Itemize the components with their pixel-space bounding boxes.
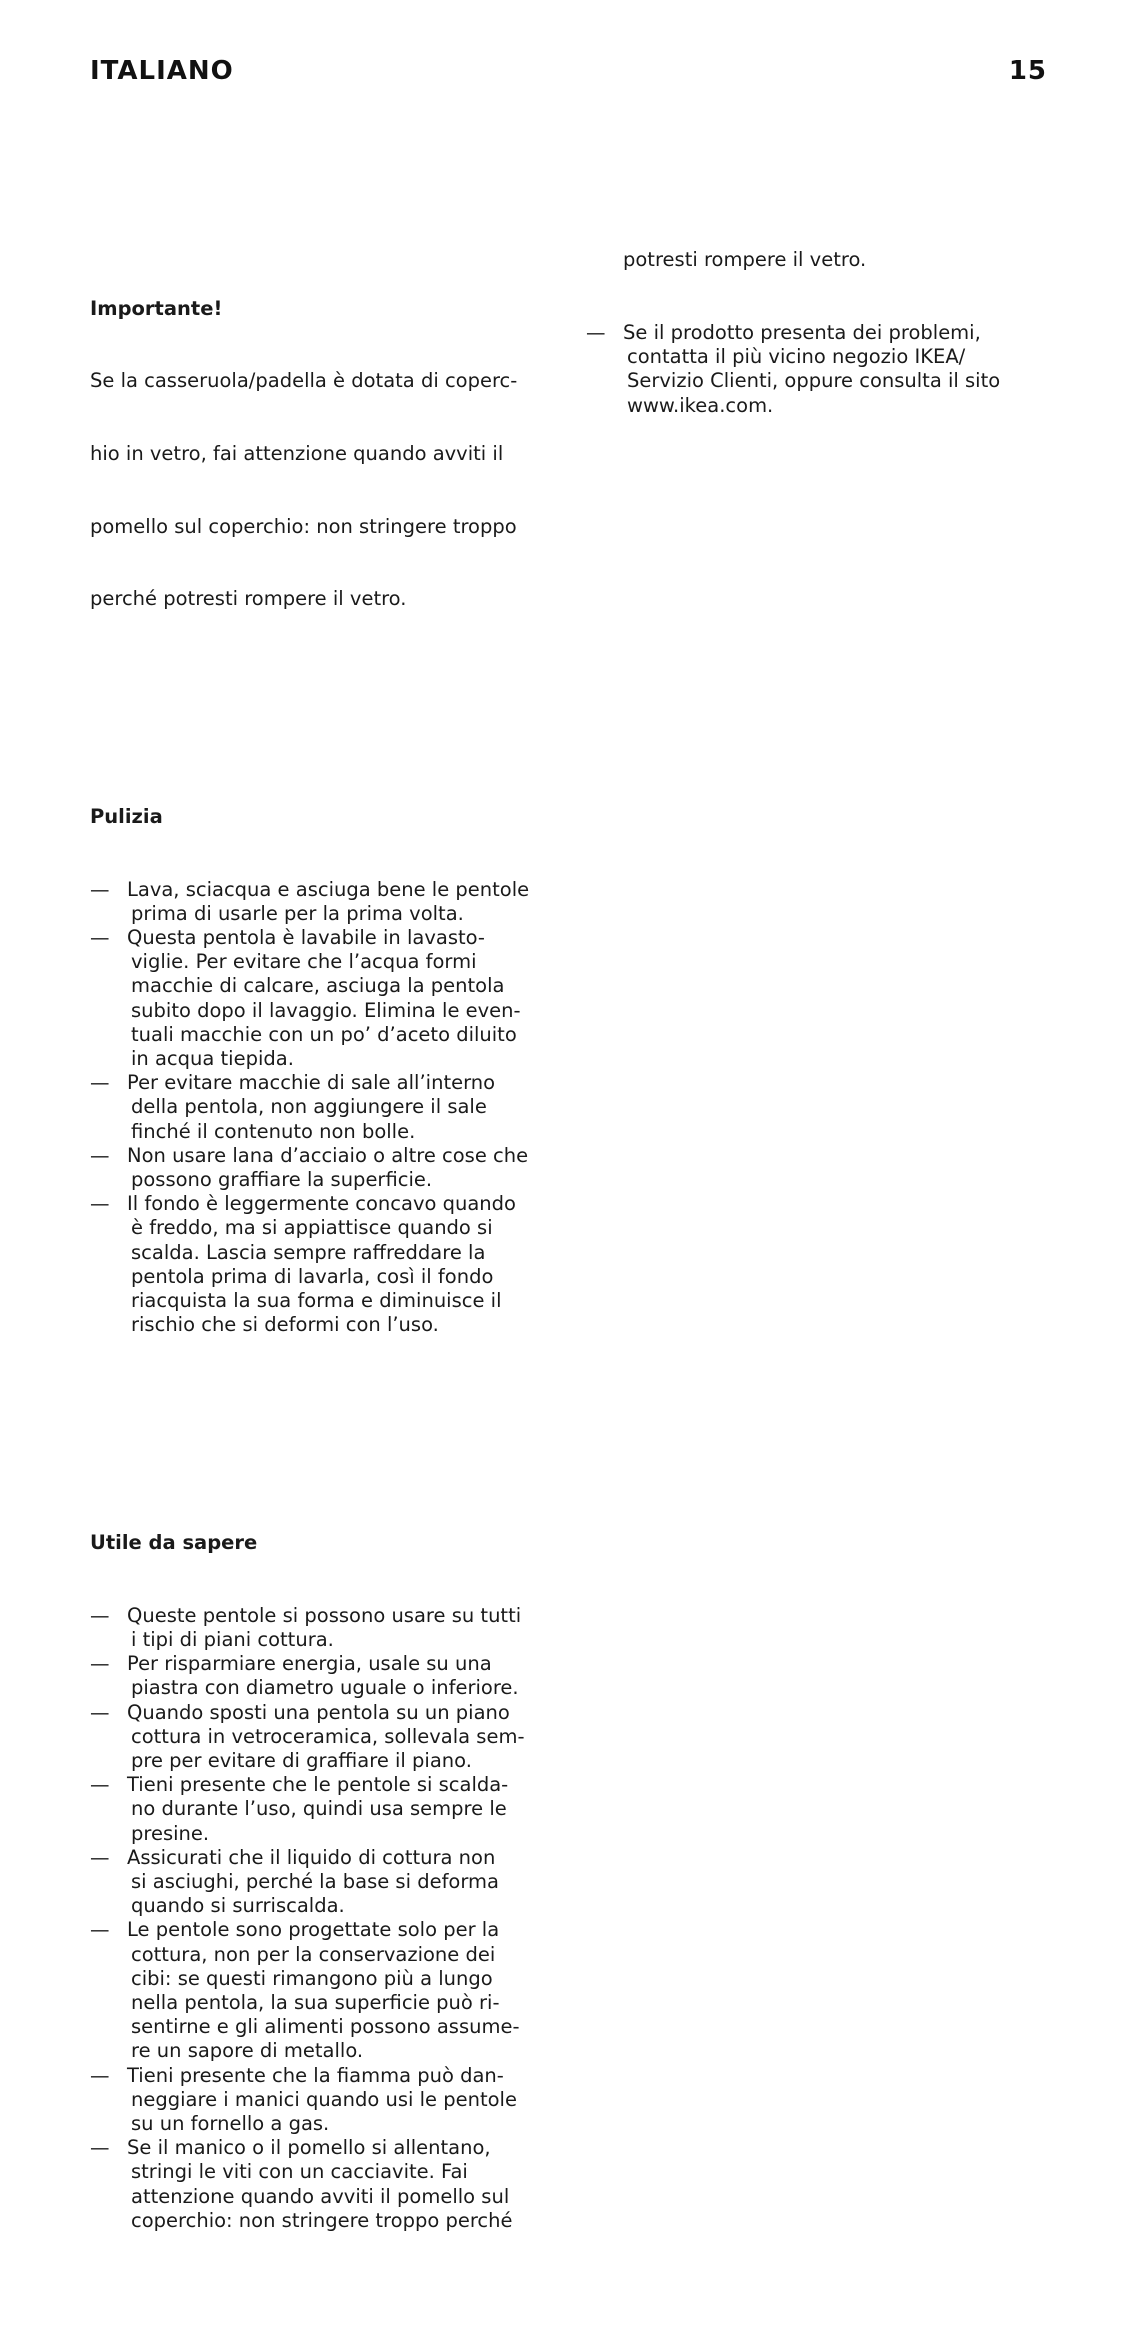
list-item-line: pentola prima di lavarla, così il fondo xyxy=(131,1264,494,1288)
list-item-line: della pentola, non aggiungere il sale xyxy=(131,1095,487,1119)
list-item-line: Servizio Clienti, oppure consulta il sito xyxy=(627,369,1001,393)
list-item-line: attenzione quando avviti il pomello sul xyxy=(131,2184,510,2208)
list-item xyxy=(90,1144,560,1192)
list-item-line: presine. xyxy=(131,1821,210,1845)
list-item-line: viglie. Per evitare che l’acqua formi xyxy=(131,950,477,974)
list-item-line: rischio che si deformi con l’uso. xyxy=(131,1313,439,1337)
list-item xyxy=(90,2064,560,2137)
list-item-line: tuali macchie con un po’ d’aceto diluito xyxy=(131,1022,517,1046)
list-item-line: piastra con diametro uguale o inferiore. xyxy=(131,1676,519,1700)
continuation-line: potresti rompere il vetro. xyxy=(623,248,867,272)
dash-bullet: — xyxy=(90,1652,110,1676)
list-item xyxy=(90,1773,560,1846)
pulizia-section xyxy=(90,757,560,1386)
dash-bullet: — xyxy=(90,1918,110,1942)
left-column xyxy=(90,200,560,2330)
list-item-line: cibi: se questi rimangono più a lungo xyxy=(131,1966,493,1990)
list-item-line: stringi le viti con un cacciavite. Fai xyxy=(131,2160,468,2184)
list-item xyxy=(90,1918,560,2063)
list-item-line: contatta il più vicino negozio IKEA/ xyxy=(627,345,966,369)
right-list xyxy=(586,321,1056,418)
list-item-line: nella pentola, la sua superficie può ri- xyxy=(131,1990,500,2014)
list-item-line: re un sapore di metallo. xyxy=(131,2039,364,2063)
list-item-line: Lava, sciacqua e asciuga bene le pentole xyxy=(127,877,530,901)
dash-bullet: — xyxy=(90,2136,110,2160)
list-item-line: coperchio: non stringere troppo perché xyxy=(131,2208,513,2232)
list-item-line: Questa pentola è lavabile in lavasto- xyxy=(127,926,485,950)
list-item-line: Non usare lana d’acciaio o altre cose che xyxy=(127,1143,529,1167)
dash-bullet: — xyxy=(90,1192,110,1216)
importante-line: hio in vetro, fai attenzione quando avviti il xyxy=(90,442,504,466)
utile-section xyxy=(90,1483,560,2282)
dash-bullet: — xyxy=(90,1143,110,1167)
importante-title: Importante! xyxy=(90,296,223,320)
list-item-line: prima di usarle per la prima volta. xyxy=(131,901,464,925)
dash-bullet: — xyxy=(90,1773,110,1797)
importante-line: perché potresti rompere il vetro. xyxy=(90,587,407,611)
page-number: 15 xyxy=(1008,56,1047,86)
list-item-line: cottura, non per la conservazione dei xyxy=(131,1942,496,1966)
list-item xyxy=(90,878,560,926)
list-item-line: Per evitare macchie di sale all’interno xyxy=(127,1071,496,1095)
list-item xyxy=(90,926,560,1071)
language-heading: ITALIANO xyxy=(90,56,234,86)
list-item-line: su un fornello a gas. xyxy=(131,2111,330,2135)
utile-title: Utile da sapere xyxy=(90,1531,258,1555)
list-item-line: Se il prodotto presenta dei problemi, xyxy=(623,321,981,345)
list-item xyxy=(90,1604,560,1652)
dash-bullet: — xyxy=(90,877,110,901)
list-item-line: Assicurati che il liquido di cottura non xyxy=(127,1845,496,1869)
pulizia-title: Pulizia xyxy=(90,805,163,828)
list-item-line: riacquista la sua forma e diminuisce il xyxy=(131,1289,502,1313)
list-item-line: macchie di calcare, asciuga la pentola xyxy=(131,974,505,998)
dash-bullet: — xyxy=(586,321,606,345)
utile-list xyxy=(90,1604,560,2233)
list-item-line: si asciughi, perché la base si deforma xyxy=(131,1869,499,1893)
list-item-line: Queste pentole si possono usare su tutti xyxy=(127,1603,522,1627)
list-item-line: subito dopo il lavaggio. Elimina le even- xyxy=(131,998,521,1022)
list-item xyxy=(90,1192,560,1337)
dash-bullet: — xyxy=(90,1700,110,1724)
list-item xyxy=(90,2136,560,2233)
list-item-line: www.ikea.com. xyxy=(627,393,774,417)
dash-bullet: — xyxy=(90,1071,110,1095)
list-item-line: scalda. Lascia sempre raffreddare la xyxy=(131,1240,486,1264)
list-item-line: Tieni presente che le pentole si scalda- xyxy=(127,1773,509,1797)
list-item-line: Il fondo è leggermente concavo quando xyxy=(127,1192,516,1216)
list-item-line: Per risparmiare energia, usale su una xyxy=(127,1652,492,1676)
importante-line: Se la casseruola/padella è dotata di coperc- xyxy=(90,369,518,393)
pulizia-list xyxy=(90,878,560,1338)
list-item-line: quando si surriscalda. xyxy=(131,1894,345,1918)
list-item-line: cottura in vetroceramica, sollevala sem- xyxy=(131,1724,525,1748)
importante-section xyxy=(90,248,560,659)
list-item-line: pre per evitare di graffiare il piano. xyxy=(131,1748,472,1772)
list-item-line: i tipi di piani cottura. xyxy=(131,1627,334,1651)
list-item-line: neggiare i manici quando usi le pentole xyxy=(131,2087,517,2111)
list-item-line: Se il manico o il pomello si allentano, xyxy=(127,2136,491,2160)
importante-line: pomello sul coperchio: non stringere troppo xyxy=(90,514,517,538)
dash-bullet: — xyxy=(90,1845,110,1869)
dash-bullet: — xyxy=(90,926,110,950)
list-item-line: Quando sposti una pentola su un piano xyxy=(127,1700,510,1724)
list-item-line: possono graffiare la superficie. xyxy=(131,1168,433,1192)
list-item xyxy=(90,1071,560,1144)
list-item xyxy=(586,321,1056,418)
list-item-line: Tieni presente che la fiamma può dan- xyxy=(127,2063,504,2087)
dash-bullet: — xyxy=(90,2063,110,2087)
list-item-line: sentirne e gli alimenti possono assume- xyxy=(131,2015,520,2039)
list-item-line: finché il contenuto non bolle. xyxy=(131,1119,416,1143)
list-item-line: no durante l’uso, quindi usa sempre le xyxy=(131,1797,507,1821)
list-item xyxy=(90,1652,560,1700)
list-item-line: è freddo, ma si appiattisce quando si xyxy=(131,1216,493,1240)
dash-bullet: — xyxy=(90,1603,110,1627)
page-header xyxy=(90,56,1047,86)
list-item xyxy=(90,1846,560,1919)
right-column xyxy=(586,200,1056,442)
list-item-line: in acqua tiepida. xyxy=(131,1047,294,1071)
list-item xyxy=(90,1701,560,1774)
list-item-line: Le pentole sono progettate solo per la xyxy=(127,1918,500,1942)
